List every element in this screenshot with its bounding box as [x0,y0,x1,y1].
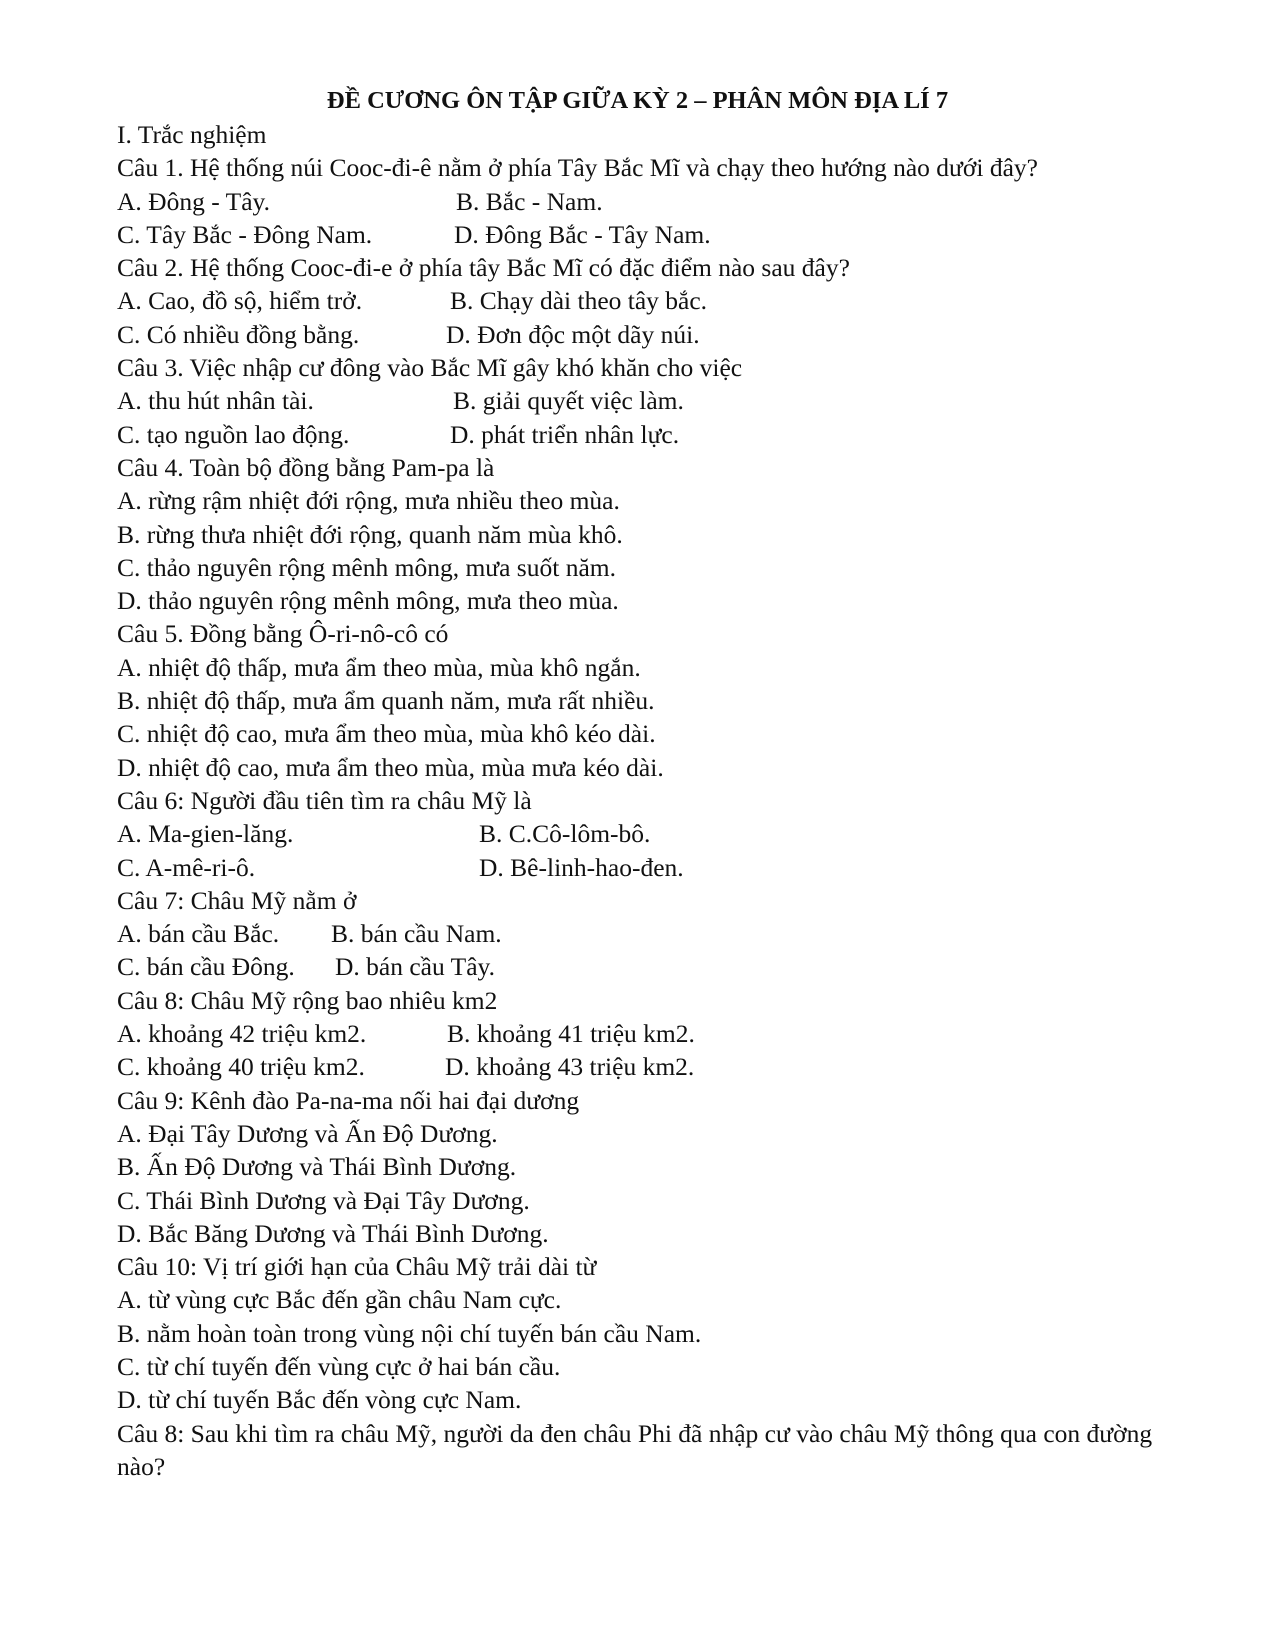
option-c: C. khoảng 40 triệu km2. [117,1052,365,1082]
question-2: Câu 2. Hệ thống Cooc-đi-e ở phía tây Bắc Mĩ có đặc điểm nào sau đây? [117,253,850,283]
option-c: C. Thái Bình Dương và Đại Tây Dương. [117,1185,530,1215]
option-b: B. khoảng 41 triệu km2. [447,1019,695,1049]
question-5: Câu 5. Đồng bằng Ô-ri-nô-cô có [117,619,449,649]
document-body [117,118,1177,1483]
options-row [117,1050,1177,1083]
options-row [117,1017,1177,1050]
option-b: B. Bắc - Nam. [456,186,603,216]
option-d: D. từ chí tuyến Bắc đến vòng cực Nam. [117,1385,522,1415]
option-d: D. Đơn độc một dãy núi. [446,319,700,349]
option-d: D. khoảng 43 triệu km2. [445,1052,695,1082]
option-b: B. nhiệt độ thấp, mưa ẩm quanh năm, mưa rất nhiều. [117,686,655,716]
option-d: D. phát triển nhân lực. [450,419,680,449]
section-heading: I. Trắc nghiệm [117,120,267,149]
question-8: Câu 8: Châu Mỹ rộng bao nhiêu km2 [117,985,498,1015]
option-a: A. thu hút nhân tài. [117,386,314,416]
option-a: A. rừng rậm nhiệt đới rộng, mưa nhiều theo mùa. [117,486,620,516]
option-b: B. nằm hoàn toàn trong vùng nội chí tuyến bán cầu Nam. [117,1318,702,1348]
options-row [117,917,1177,950]
option-d: D. nhiệt độ cao, mưa ẩm theo mùa, mùa mưa kéo dài. [117,752,664,782]
option-d: D. bán cầu Tây. [335,952,496,982]
options-row [117,318,1177,351]
option-c: C. từ chí tuyến đến vùng cực ở hai bán cầu. [117,1351,561,1381]
options-row [117,218,1177,251]
option-c: C. A-mê-ri-ô. [117,852,256,882]
options-row [117,851,1177,884]
option-b: B. rừng thưa nhiệt đới rộng, quanh năm mùa khô. [117,519,623,549]
question-3: Câu 3. Việc nhập cư đông vào Bắc Mĩ gây khó khăn cho việc [117,353,743,383]
question-4: Câu 4. Toàn bộ đồng bằng Pam-pa là [117,452,495,482]
options-row [117,185,1177,218]
question-1: Câu 1. Hệ thống núi Cooc-đi-ê nằm ở phía Tây Bắc Mĩ và chạy theo hướng nào dưới đây? [117,153,1038,183]
option-a: A. khoảng 42 triệu km2. [117,1019,367,1049]
option-c: C. tạo nguồn lao động. [117,419,350,449]
option-a: A. bán cầu Bắc. [117,919,280,949]
question-10: Câu 10: Vị trí giới hạn của Châu Mỹ trải dài từ [117,1252,597,1282]
option-c: C. Tây Bắc - Đông Nam. [117,219,373,249]
option-b: B. giải quyết việc làm. [453,386,684,416]
question-7: Câu 7: Châu Mỹ nằm ở [117,885,357,915]
option-a: A. Ma-gien-lăng. [117,819,294,849]
option-a: A. Đông - Tây. [117,186,270,216]
options-row [117,950,1177,983]
option-a: A. từ vùng cực Bắc đến gần châu Nam cực. [117,1285,562,1315]
options-row [117,284,1177,317]
option-d: D. Bắc Băng Dương và Thái Bình Dương. [117,1218,549,1248]
option-a: A. nhiệt độ thấp, mưa ẩm theo mùa, mùa khô ngắn. [117,652,641,682]
options-row [117,384,1177,417]
option-d: D. Bê-linh-hao-đen. [479,852,684,882]
options-row [117,418,1177,451]
option-c: C. nhiệt độ cao, mưa ẩm theo mùa, mùa khô kéo dài. [117,719,656,749]
option-c: C. thảo nguyên rộng mênh mông, mưa suốt năm. [117,552,616,582]
option-d: D. thảo nguyên rộng mênh mông, mưa theo mùa. [117,586,619,616]
option-b: B. bán cầu Nam. [331,919,502,949]
option-c: C. Có nhiều đồng bằng. [117,319,360,349]
question-9: Câu 9: Kênh đào Pa-na-ma nối hai đại dương [117,1085,580,1115]
option-c: C. bán cầu Đông. [117,952,295,982]
document-title: ĐỀ CƯƠNG ÔN TẬP GIỮA KỲ 2 – PHÂN MÔN ĐỊA LÍ 7 [326,87,949,114]
option-b: B. Chạy dài theo tây bắc. [450,286,708,316]
options-row [117,817,1177,850]
option-d: D. Đông Bắc - Tây Nam. [454,219,711,249]
option-b: B. C.Cô-lôm-bô. [479,819,651,849]
question-final: Câu 8: Sau khi tìm ra châu Mỹ, người da đen châu Phi đã nhập cư vào châu Mỹ thông qua con đường nào? [117,1418,1153,1481]
question-6: Câu 6: Người đầu tiên tìm ra châu Mỹ là [117,785,532,815]
option-b: B. Ấn Độ Dương và Thái Bình Dương. [117,1152,517,1182]
option-a: A. Cao, đồ sộ, hiểm trở. [117,286,363,316]
option-a: A. Đại Tây Dương và Ấn Độ Dương. [117,1118,498,1148]
